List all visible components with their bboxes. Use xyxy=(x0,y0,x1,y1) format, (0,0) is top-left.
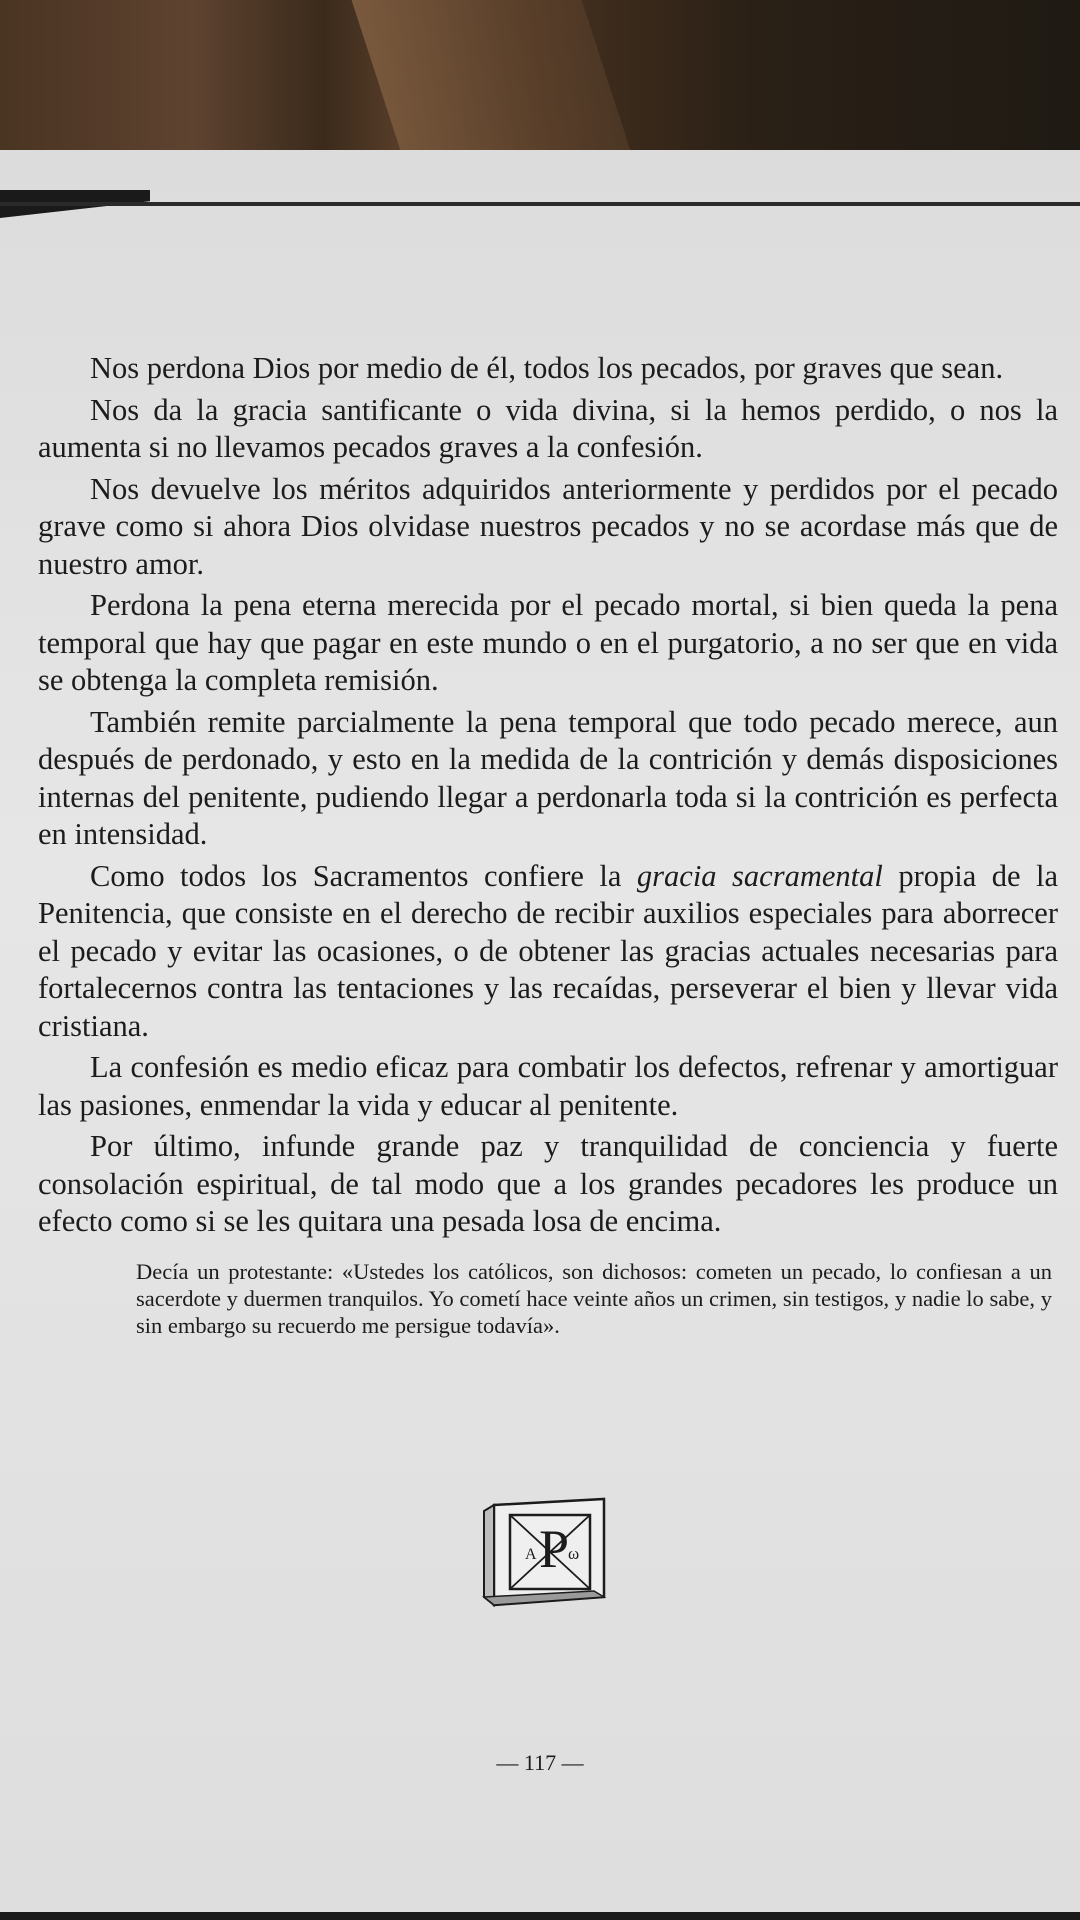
paragraph-6-end: propia de la Penitencia, que consiste en el derecho de recibir auxilios especiales para aborrecer el pecado y evitar las ocasiones, o de obtener las gracias actuales necesarias para fortalecernos contra las tentaciones y las recaídas, perseverar el bien y llevar vida cristiana. xyxy=(38,858,1058,1043)
paragraph-7: La confesión es medio eficaz para combatir los defectos, refrenar y amortiguar las pasiones, enmendar la vida y educar al penitente. xyxy=(38,1050,1058,1122)
emblem-omega: ω xyxy=(568,1544,580,1563)
page-bottom-edge xyxy=(0,1912,1080,1920)
book-page xyxy=(0,150,1080,1920)
emblem-alpha: A xyxy=(525,1546,537,1563)
page-number: — 117 — xyxy=(496,1750,584,1775)
paragraph-5: También remite parcialmente la pena temporal que todo pecado merece, aun después de perdonado, y esto en la medida de la contrición y demás disposiciones internas del penitente, pudiendo llegar a perdonarla toda si la contrición es perfecta en intensidad. xyxy=(38,704,1058,851)
paragraph-8: Por último, infunde grande paz y tranquilidad de conciencia y fuerte consolación espiritual, de tal modo que a los grandes pecadores les produce un efecto como si se les quitara una pesada losa de encima. xyxy=(38,1129,1058,1238)
paragraph-4: Perdona la pena eterna merecida por el pecado mortal, si bien queda la pena temporal que hay que pagar en este mundo o en el purgatorio, a no ser que en vida se obtenga la completa remisión. xyxy=(38,588,1058,697)
emblem-rho: P xyxy=(539,1519,570,1579)
paragraph-6 xyxy=(38,858,1058,1046)
paragraph-2: Nos da la gracia santificante o vida divina, si la hemos perdido, o nos la aumenta si no llevamos pecados graves a la confesión. xyxy=(38,392,1058,464)
paragraph-1: Nos perdona Dios por medio de él, todos los pecados, por graves que sean. xyxy=(90,351,1004,385)
italic-term: gracia sacramental xyxy=(636,858,883,893)
wooden-board xyxy=(352,0,639,175)
chi-rho-book-icon xyxy=(482,1493,610,1613)
quote-text: Decía un protestante: «Ustedes los católicos, son dichosos: cometen un pecado, lo confiesan a un sacerdote y duermen tranquilos. Yo cometí hace veinte años un crimen, sin testigos, y nadie lo sabe, y sin embargo su recuerdo me persigue todavía». xyxy=(136,1259,1052,1338)
quote-block xyxy=(136,1258,1052,1339)
paragraph-3: Nos devuelve los méritos adquiridos anteriormente y perdidos por el pecado grave como si ahora Dios olvidase nuestros pecados y no se acordase más que de nuestro amor. xyxy=(38,471,1058,581)
paragraph-6-start: Como todos los Sacramentos confiere la xyxy=(90,858,637,893)
page-header-rule xyxy=(0,202,1080,206)
body-text xyxy=(38,350,1058,1245)
